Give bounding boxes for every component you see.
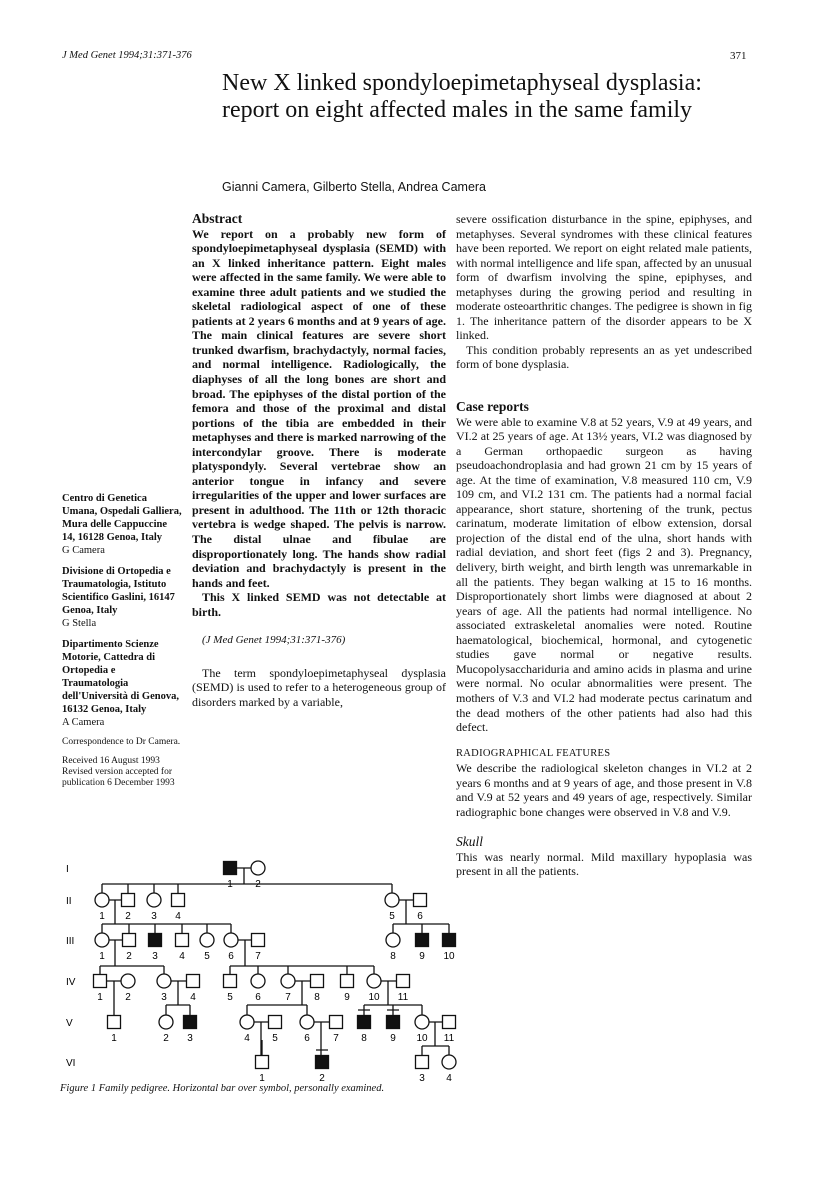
individual-number: 10	[443, 951, 455, 962]
male-affected-symbol	[184, 1016, 197, 1029]
affiliation-1: Centro di Genetica Umana, Ospedali Galliera, Mura delle Cappuccine 14, 16128 Genoa, Italy G Camera	[62, 493, 182, 556]
individual-number: 2	[255, 879, 261, 890]
individual-number: 1	[259, 1073, 265, 1084]
individual-number: 1	[227, 879, 233, 890]
female-symbol	[95, 893, 109, 907]
male-symbol	[443, 1016, 456, 1029]
male-symbol	[414, 894, 427, 907]
individual-number: 5	[389, 911, 395, 922]
case-reports-heading: Case reports	[456, 399, 529, 415]
individual-number: 1	[99, 951, 105, 962]
individual-number: 3	[152, 951, 158, 962]
individual-number: 3	[187, 1033, 193, 1044]
male-affected-symbol	[224, 862, 237, 875]
female-symbol	[251, 861, 265, 875]
skull-heading: Skull	[456, 834, 483, 850]
female-symbol	[240, 1015, 254, 1029]
individual-number: 9	[419, 951, 425, 962]
individual-number: 7	[255, 951, 261, 962]
female-symbol	[251, 974, 265, 988]
male-symbol	[330, 1016, 343, 1029]
male-symbol	[172, 894, 185, 907]
male-symbol	[123, 934, 136, 947]
female-symbol	[200, 933, 214, 947]
generation-label: VI	[66, 1058, 76, 1069]
individual-number: 5	[272, 1033, 278, 1044]
individual-number: 2	[125, 992, 131, 1003]
individual-number: 11	[443, 1033, 455, 1044]
male-symbol	[187, 975, 200, 988]
individual-number: 5	[227, 992, 233, 1003]
female-symbol	[224, 933, 238, 947]
individual-number: 4	[179, 951, 185, 962]
authors: Gianni Camera, Gilberto Stella, Andrea Camera	[222, 180, 487, 194]
page-number: 371	[730, 50, 747, 62]
abstract-citation: (J Med Genet 1994;31:371-376)	[202, 634, 346, 647]
radiographical-text: We describe the radiological skeleton changes in VI.2 at 2 years 6 months and at 9 years of age, and those present in V.8 and V.9 at 52 years and 49 years of age, respectively. Similar radiographic bone changes were observed in V.8 and V.9.	[456, 761, 752, 819]
individual-number: 8	[314, 992, 320, 1003]
male-symbol	[224, 975, 237, 988]
intro-paragraph-2: This condition probably represents an as yet undescribed form of bone dysplasia.	[456, 342, 752, 372]
correspondence: Correspondence to Dr Camera.	[62, 737, 181, 747]
individual-number: 8	[390, 951, 396, 962]
affiliation-2: Divisione di Ortopedia e Traumatologia, Istituto Scientifico Gaslini, 16147 Genoa, Italy G Stella	[62, 566, 175, 629]
abstract-text-2: This X linked SEMD was not detectable at birth.	[192, 590, 446, 619]
female-symbol	[121, 974, 135, 988]
individual-number: 4	[244, 1033, 250, 1044]
female-symbol	[442, 1055, 456, 1069]
individual-number: 1	[111, 1033, 117, 1044]
male-symbol	[122, 894, 135, 907]
individual-number: 7	[333, 1033, 339, 1044]
individual-number: 2	[319, 1073, 325, 1084]
male-affected-symbol	[443, 934, 456, 947]
abstract-text: We report on a probably new form of spondyloepimetaphyseal dysplasia (SEMD) with an X linked inheritance pattern. Eight males were affected in the same family. We were able to examine three adult patients and we studied the skeletal radiological aspect of one of these patients at 2 years 6 months and at 9 years of age. The main clinical features are severe short trunked dwarfism, brachydactyly, normal facies, and normal intelligence. Radiologically, the diaphyses of all the long bones are short and broad. The epiphyses of the distal portion of the femora and those of the proximal and distal portions of the tibia are embedded in their metaphyses and there is marked narrowing of the intercondylar groove. There is moderate platyspondyly. Several vertebrae show an anterior tongue in infancy and severe irregularities of the upper and lower surfaces are present in adulthood. The 11th or 12th thoracic vertebra is wedge shaped. The pelvis is narrow. The distal ulnae and fibulae are disproportionately long. The hands show radial deviation and brachydactyly is present in the hands and feet.	[192, 226, 446, 590]
case-reports-text: We were able to examine V.8 at 52 years, V.9 at 49 years, and VI.2 at 25 years of age. At 13½ years, VI.2 was diagnosed by a German orthopaedic surgeon as having pseudoachondroplasia and had grown 21 cm by 15 years of age. At the time of examination, V.8 measured 110 cm, V.9 109 cm, and VI.2 131 cm. The patients had a normal facial appearance, short stature, shortening of the trunk, pectus carinatum, moderate limitation of elbow extension, dorsal projection of the distal end of the ulna, short hands with radial deviation, and short feet (figs 2 and 3). Pregnancy, delivery, birth weight, and birth length was unremarkable in all the patients. They began walking at 15 to 16 months. Disproportionately short limbs were diagnosed at about 2 years of age. All the patients had normal intelligence. No associated extraskeletal anomalies were noted. Routine haematological, biochemical, hormonal, and cytogenetic studies gave normal or negative results. Mucopolysacchariduria and amino acids in plasma and urine were normal. No ocular abnormalities were present. The mothers of V.3 and VI.2 had moderate pectus carinatum and the dead mothers of the other patients had also had this defect.	[456, 414, 752, 735]
individual-number: 6	[255, 992, 261, 1003]
individual-number: 5	[204, 951, 210, 962]
individual-number: 1	[97, 992, 103, 1003]
male-symbol	[176, 934, 189, 947]
individual-number: 2	[163, 1033, 169, 1044]
generation-label: IV	[66, 977, 76, 988]
journal-citation: J Med Genet 1994;31:371-376	[62, 50, 192, 61]
individual-number: 9	[390, 1033, 396, 1044]
individual-number: 2	[125, 911, 131, 922]
female-symbol	[385, 893, 399, 907]
male-symbol	[269, 1016, 282, 1029]
generation-label: II	[66, 896, 72, 907]
female-symbol	[300, 1015, 314, 1029]
paper-title: New X linked spondyloepimetaphyseal dysplasia: report on eight affected males in the same family	[222, 70, 702, 123]
female-symbol	[386, 933, 400, 947]
male-symbol	[311, 975, 324, 988]
female-symbol	[281, 974, 295, 988]
individual-number: 1	[99, 911, 105, 922]
male-symbol	[94, 975, 107, 988]
male-affected-symbol	[416, 934, 429, 947]
individual-number: 3	[161, 992, 167, 1003]
individual-number: 6	[417, 911, 423, 922]
individual-number: 11	[397, 992, 409, 1003]
female-symbol	[157, 974, 171, 988]
generation-label: V	[66, 1018, 73, 1029]
female-symbol	[159, 1015, 173, 1029]
intro-paragraph: The term spondyloepimetaphyseal dysplasia (SEMD) is used to refer to a heterogeneous group of disorders marked by a variable,	[192, 665, 446, 709]
male-affected-symbol	[358, 1016, 371, 1029]
male-symbol	[252, 934, 265, 947]
individual-number: 9	[344, 992, 350, 1003]
intro-continued: severe ossification disturbance in the spine, epiphyses, and metaphyses. Several syndromes with these clinical features have been reported. We report on eight related male patients, with normal intelligence and life span, affected by an unusual form of dwarfism involving the spine, epiphyses, and metaphyses during the growing period and resulting in moderate osteoarthritic changes. The pedigree is shown in fig 1. The inheritance pattern of the disorder appears to be X linked.	[456, 212, 752, 343]
skull-text: This was nearly normal. Mild maxillary hypoplasia was present in all the patients.	[456, 849, 752, 879]
female-symbol	[367, 974, 381, 988]
individual-number: 4	[175, 911, 181, 922]
male-symbol	[341, 975, 354, 988]
individual-number: 4	[446, 1073, 452, 1084]
individual-number: 3	[419, 1073, 425, 1084]
male-symbol	[108, 1016, 121, 1029]
generation-label: I	[66, 864, 69, 875]
male-affected-symbol	[316, 1056, 329, 1069]
individual-number: 10	[368, 992, 380, 1003]
male-affected-symbol	[387, 1016, 400, 1029]
individual-number: 3	[151, 911, 157, 922]
individual-number: 6	[304, 1033, 310, 1044]
female-symbol	[147, 893, 161, 907]
individual-number: 6	[228, 951, 234, 962]
male-affected-symbol	[149, 934, 162, 947]
female-symbol	[415, 1015, 429, 1029]
male-symbol	[256, 1056, 269, 1069]
female-symbol	[95, 933, 109, 947]
male-symbol	[416, 1056, 429, 1069]
individual-number: 7	[285, 992, 291, 1003]
affiliation-3: Dipartimento Scienze Motorie, Cattedra di Ortopedia e Traumatologia dell'Università di Genova, 16132 Genoa, Italy A Camera	[62, 639, 179, 728]
individual-number: 8	[361, 1033, 367, 1044]
individual-number: 10	[416, 1033, 428, 1044]
generation-label: III	[66, 936, 75, 947]
individual-number: 4	[190, 992, 196, 1003]
figure-caption: Figure 1 Family pedigree. Horizontal bar over symbol, personally examined.	[60, 1083, 385, 1094]
male-symbol	[397, 975, 410, 988]
individual-number: 2	[126, 951, 132, 962]
received-dates: Received 16 August 1993 Revised version accepted for publication 6 December 1993	[62, 756, 175, 788]
abstract-heading: Abstract	[192, 211, 243, 226]
radiographical-heading: RADIOGRAPHICAL FEATURES	[456, 747, 611, 759]
